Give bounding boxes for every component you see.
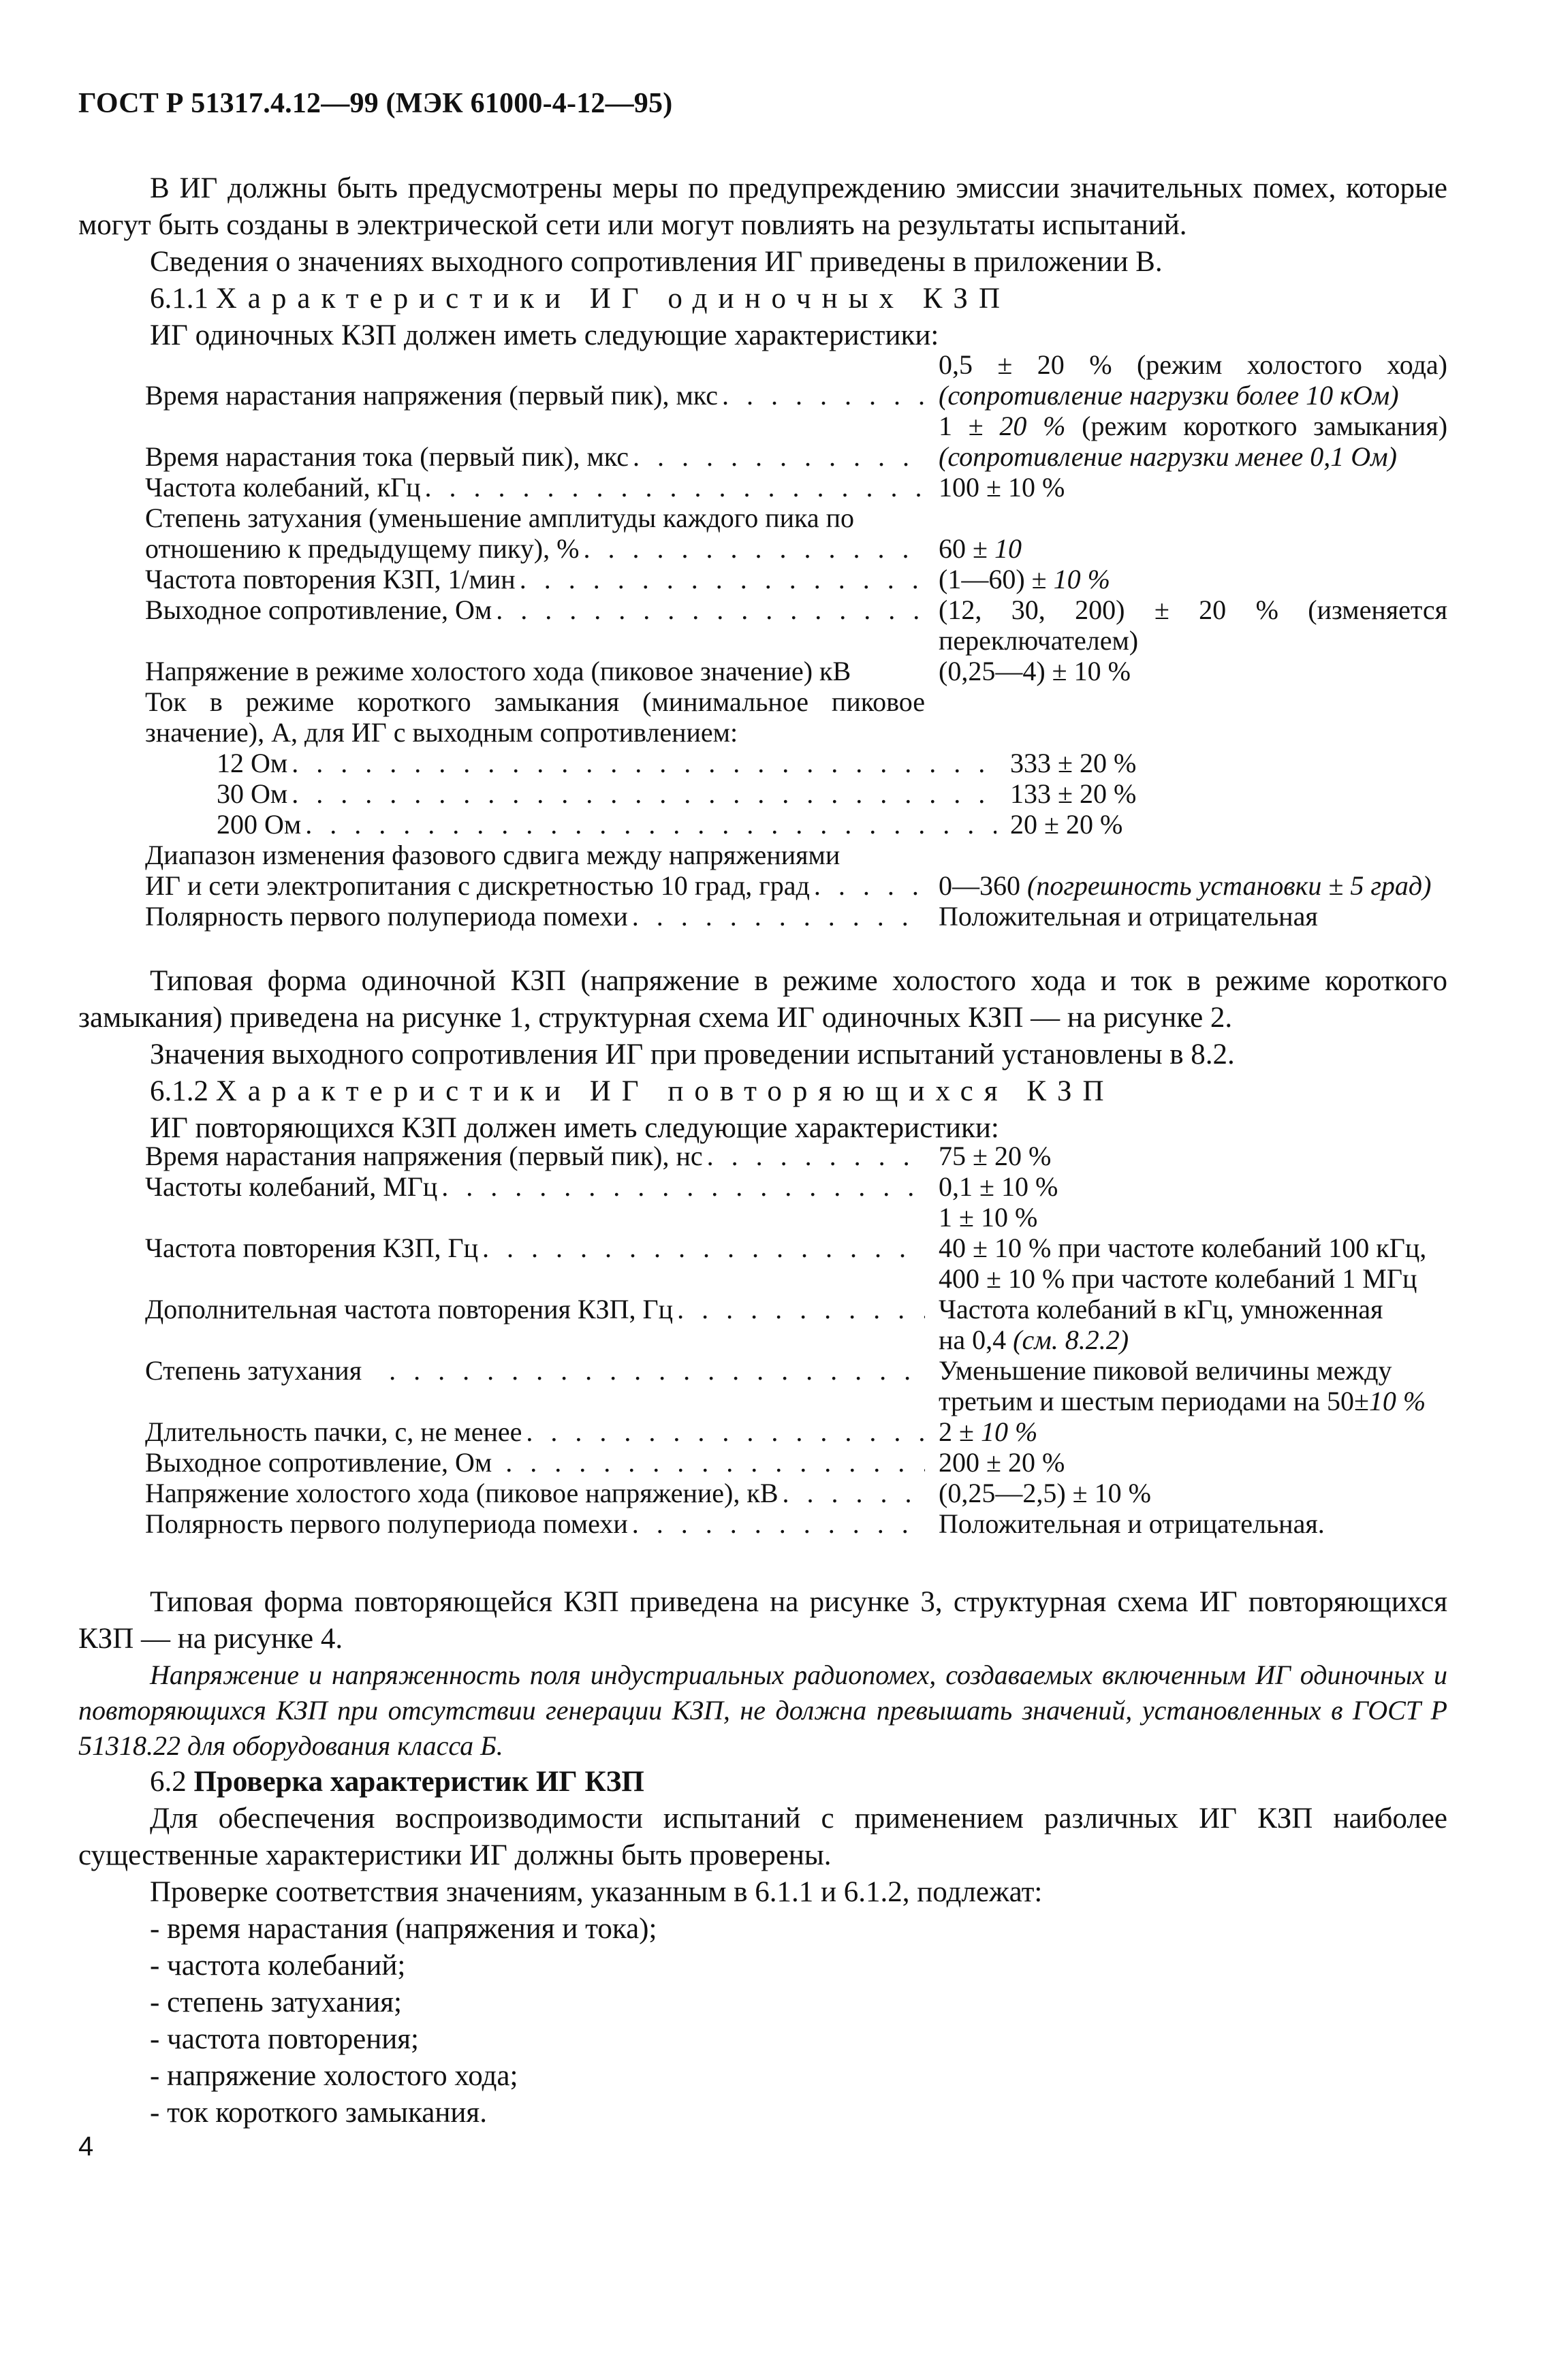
spec-row — [145, 594, 1447, 656]
paragraph: ИГ одиночных КЗП должен иметь следующие характеристики: — [150, 319, 939, 351]
spec-label: ИГ и сети электропитания с дискретностью 10 град, град — [145, 870, 810, 901]
section-title: Характеристики ИГ одиночных КЗП — [215, 283, 1011, 315]
section-number: 6.1.2 — [150, 1075, 208, 1107]
spec-label: Выходное сопротивление, Ом — [145, 1447, 492, 1478]
paragraph: Типовая форма повторяющейся КЗП приведена на рисунке 3, структурная схема ИГ повторяющихся КЗП — на рисунке 4. — [78, 1586, 1447, 1655]
spec-row — [145, 840, 1447, 901]
spec-label: Напряжение холостого хода (пиковое напряжение), кВ — [145, 1478, 779, 1508]
spec-row — [145, 1141, 1447, 1171]
spec-label: 12 Ом — [217, 748, 288, 778]
spec-value: 0,5 ± 20 % (режим холостого хода) (сопротивление нагрузки более 10 кОм) — [939, 349, 1447, 411]
spec-value: 0,1 ± 10 % 1 ± 10 % — [939, 1171, 1058, 1233]
spec-row — [145, 901, 1447, 932]
spec-label: Полярность первого полупериода помехи — [145, 1508, 628, 1539]
spec-value: 333 ± 20 % — [1010, 748, 1137, 778]
spec-row — [145, 778, 1447, 809]
spec-value: 60 ± 10 — [939, 533, 1022, 564]
spec-label: Частота колебаний, кГц — [145, 472, 421, 503]
spec-row — [145, 686, 1447, 748]
spec-row — [145, 503, 1447, 564]
list-item: - напряжение холостого хода; — [150, 2060, 518, 2092]
section-title: Проверка характеристик ИГ КЗП — [193, 1766, 644, 1798]
spec-value: Уменьшение пиковой величины между третьим и шестым периодами на 50±10 % — [939, 1355, 1426, 1416]
section-62-block — [78, 1584, 1447, 2131]
spec-value: 133 ± 20 % — [1010, 778, 1137, 809]
paragraph: Значения выходного сопротивления ИГ при проведении испытаний установлены в 8.2. — [150, 1038, 1235, 1070]
spec-value: 0—360 (погрешность установки ± 5 град) — [939, 870, 1432, 901]
spec-row — [145, 1233, 1447, 1294]
spec-row — [145, 1508, 1447, 1539]
spec-row — [145, 1447, 1447, 1478]
spec-value: 75 ± 20 % — [939, 1141, 1052, 1171]
paragraph: Сведения о значениях выходного сопротивления ИГ приведены в приложении В. — [150, 246, 1163, 278]
spec-row — [145, 656, 1447, 686]
spec-value: (12, 30, 200) ± 20 % (изменяется переключателем) — [939, 594, 1447, 656]
spec-value: (0,25—2,5) ± 10 % — [939, 1478, 1151, 1508]
spec-label: Частоты колебаний, МГц — [145, 1171, 438, 1202]
spec-value: Положительная и отрицательная — [939, 901, 1318, 932]
spec-row — [145, 1171, 1447, 1233]
spec-label: Выходное сопротивление, Ом — [145, 594, 492, 625]
spec-label: Частота повторения КЗП, 1/мин — [145, 564, 516, 594]
spec-value: Положительная и отрицательная. — [939, 1508, 1325, 1539]
spec-label: Дополнительная частота повторения КЗП, Гц — [145, 1294, 674, 1324]
section-heading-612 — [78, 1073, 1447, 1110]
spec-row — [145, 1478, 1447, 1508]
spec-label: Диапазон изменения фазового сдвига между напряжениями — [145, 840, 841, 870]
paragraph: В ИГ должны быть предусмотрены меры по предупреждению эмиссии значительных помех, которые могут быть созданы в электрической сети или могут повлиять на результаты испытаний. — [78, 172, 1447, 241]
intro-block — [78, 170, 1447, 354]
section-heading-62 — [78, 1764, 1447, 1800]
paragraph: ИГ повторяющихся КЗП должен иметь следующие характеристики: — [150, 1112, 999, 1144]
section-number: 6.1.1 — [150, 283, 208, 315]
spec-table-611 — [145, 349, 1447, 932]
spec-row — [145, 809, 1447, 840]
spec-row — [145, 1355, 1447, 1416]
spec-value: 20 ± 20 % — [1010, 809, 1123, 840]
paragraph: Для обеспечения воспроизводимости испытаний с применением различных ИГ КЗП наиболее существенные характеристики ИГ должны быть проверены. — [78, 1803, 1447, 1871]
spec-row — [145, 472, 1447, 503]
spec-value: 2 ± 10 % — [939, 1416, 1038, 1447]
spec-label: 30 Ом — [217, 778, 288, 809]
spec-label: Время нарастания тока (первый пик), мкс — [145, 441, 629, 472]
spec-row — [145, 1294, 1447, 1355]
list-item: - степень затухания; — [150, 1986, 402, 2018]
section-title: Характеристики ИГ повторяющихся КЗП — [215, 1075, 1115, 1107]
section-heading-611 — [78, 281, 1447, 317]
spec-label: Время нарастания напряжения (первый пик), мкс — [145, 380, 718, 411]
page-header: ГОСТ Р 51317.4.12—99 (МЭК 61000-4-12—95) — [78, 88, 673, 119]
spec-label: Полярность первого полупериода помехи — [145, 901, 628, 932]
spec-label: Степень затухания (уменьшение амплитуды каждого пика по — [145, 503, 855, 533]
spec-value: (1—60) ± 10 % — [939, 564, 1110, 594]
list-item: - время нарастания (напряжения и тока); — [150, 1913, 657, 1945]
page-number: 4 — [78, 2131, 94, 2161]
list-item: - частота повторения; — [150, 2023, 419, 2055]
spec-label: Частота повторения КЗП, Гц — [145, 1233, 479, 1263]
spec-value: Частота колебаний в кГц, умноженная на 0,4 (см. 8.2.2) — [939, 1294, 1383, 1355]
spec-row — [145, 1416, 1447, 1447]
spec-value: 1 ± 20 % (режим короткого замыкания) (сопротивление нагрузки менее 0,1 Ом) — [939, 411, 1448, 472]
list-item: - частота колебаний; — [150, 1950, 406, 1982]
spec-label: Время нарастания напряжения (первый пик), нс — [145, 1141, 703, 1171]
spec-label: Длительность пачки, с, не менее — [145, 1416, 522, 1447]
spec-value: 40 ± 10 % при частоте колебаний 100 кГц, 400 ± 10 % при частоте колебаний 1 МГц — [939, 1233, 1427, 1294]
paragraph: Типовая форма одиночной КЗП (напряжение в режиме холостого хода и ток в режиме короткого замыкания) приведена на рисунке 1, структурная схема ИГ одиночных КЗП — на рисунке 2. — [78, 965, 1447, 1034]
spec-value: (0,25—4) ± 10 % — [939, 656, 1131, 686]
note-paragraph: Напряжение и напряженность поля индустриальных радиопомех, создаваемых включенным ИГ одиночных и повторяющихся КЗП при отсутствии генерации КЗП, не должна превышать значений, установленных в ГОСТ Р 51318.22 для оборудования класса Б. — [78, 1660, 1447, 1761]
spec-value: 200 ± 20 % — [939, 1447, 1065, 1478]
spec-row — [145, 349, 1447, 411]
spec-value: 100 ± 10 % — [939, 472, 1065, 503]
spec-label: Степень затухания — [145, 1355, 362, 1386]
spec-label: Напряжение в режиме холостого хода (пиковое значение) кВ — [145, 656, 851, 686]
paragraph: Проверке соответствия значениям, указанным в 6.1.1 и 6.1.2, подлежат: — [150, 1876, 1043, 1908]
spec-label: отношению к предыдущему пику), % — [145, 533, 580, 564]
section-612-intro — [78, 963, 1447, 1147]
list-item: - ток короткого замыкания. — [150, 2097, 487, 2129]
spec-table-612 — [145, 1141, 1447, 1539]
spec-label: Ток в режиме короткого замыкания (минимальное пиковое значение), А, для ИГ с выходным сопротивлением: — [145, 686, 925, 748]
spec-row — [145, 748, 1447, 778]
spec-row — [145, 411, 1447, 472]
section-number: 6.2 — [150, 1766, 187, 1798]
spec-row — [145, 564, 1447, 594]
spec-label: 200 Ом — [217, 809, 302, 840]
